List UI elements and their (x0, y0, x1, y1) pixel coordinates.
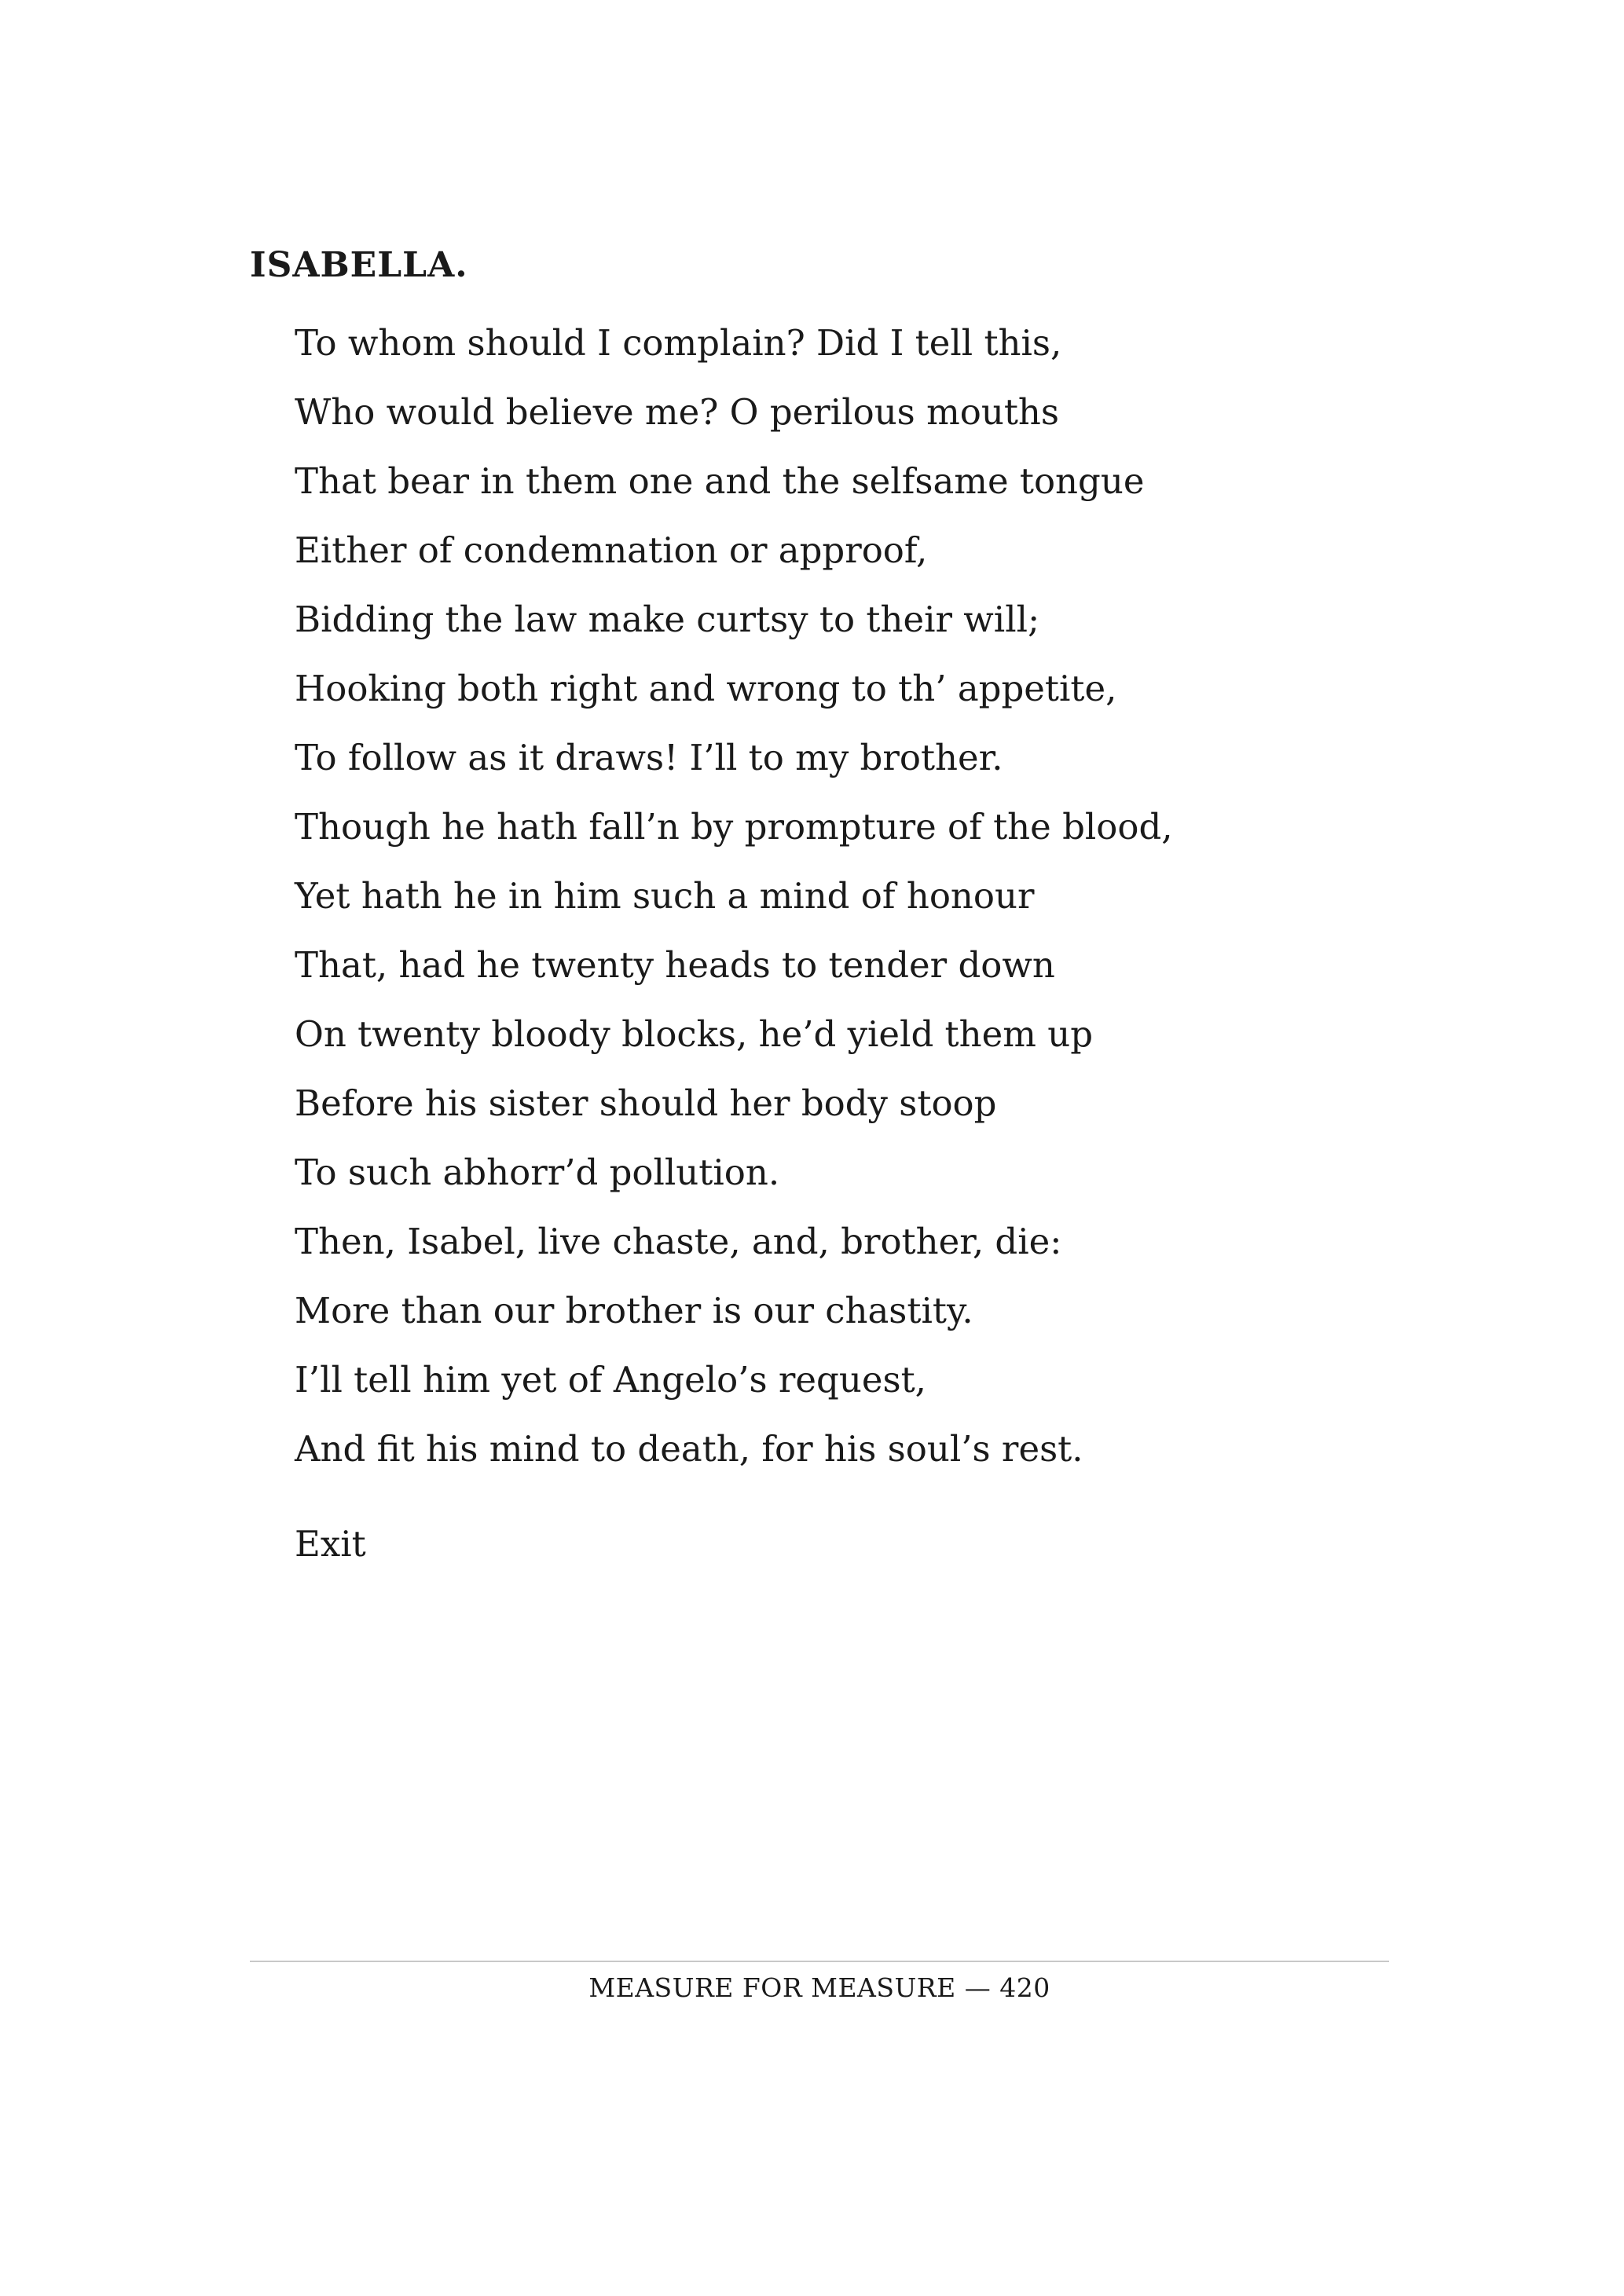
verse-line: That bear in them one and the selfsame tongue (295, 460, 1145, 502)
stage-direction: Exit (295, 1523, 366, 1565)
verse-line: Hooking both right and wrong to th’ appetite, (295, 668, 1117, 709)
verse-line: More than our brother is our chastity. (295, 1290, 973, 1331)
verse-line: Before his sister should her body stoop (295, 1082, 997, 1124)
verse-line: Yet hath he in him such a mind of honour (295, 875, 1035, 917)
verse-line: Either of condemnation or approof, (295, 529, 928, 571)
verse-line: Bidding the law make curtsy to their will; (295, 599, 1040, 640)
verse-line: And fit his mind to death, for his soul’s rest. (295, 1428, 1083, 1470)
verse-line: Then, Isabel, live chaste, and, brother, die: (295, 1221, 1062, 1262)
verse-line: To whom should I complain? Did I tell this, (295, 322, 1062, 364)
verse-line: To such abhorr’d pollution. (295, 1152, 780, 1193)
footer-divider (250, 1961, 1389, 1962)
page-footer: MEASURE FOR MEASURE — 420 (588, 1972, 1050, 2003)
verse-line: On twenty bloody blocks, he’d yield them up (295, 1013, 1094, 1055)
verse-line: To follow as it draws! I’ll to my brother. (295, 737, 1003, 778)
verse-line: Who would believe me? O perilous mouths (295, 391, 1059, 433)
verse-line: That, had he twenty heads to tender down (295, 944, 1055, 986)
speaker-name: ISABELLA. (250, 245, 468, 285)
verse-line: I’ll tell him yet of Angelo’s request, (295, 1359, 926, 1401)
verse-block (295, 309, 1173, 1484)
verse-line: Though he hath fall’n by prompture of the blood, (295, 806, 1173, 848)
